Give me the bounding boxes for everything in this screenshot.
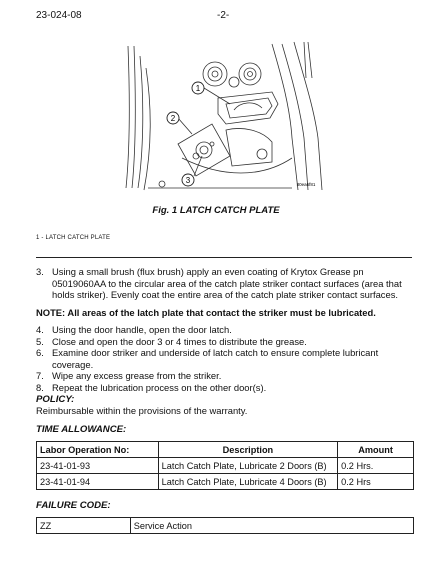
step-text: Using a small brush (flux brush) apply an even coating of Krytox Grease pn 05019060AA to the circular area of the catch plate striker contact surfaces (area that holds striker). Evenly coat the entire area of the catch plate striker contact surfaces. bbox=[52, 266, 402, 301]
list-item bbox=[36, 266, 416, 301]
figure-legend: 1 - LATCH CATCH PLATE bbox=[36, 235, 111, 241]
list-item bbox=[36, 382, 416, 394]
latch-catch-plate-figure bbox=[122, 38, 328, 196]
failure-description-cell: Service Action bbox=[130, 518, 413, 534]
labor-operation-cell: 23-41-01-94 bbox=[37, 474, 159, 490]
step-number: 4. bbox=[36, 324, 44, 335]
divider bbox=[36, 257, 412, 258]
step-text: Close and open the door 3 or 4 times to distribute the grease. bbox=[52, 335, 307, 347]
step-text: Wipe any excess grease from the striker. bbox=[52, 370, 222, 382]
list-item bbox=[36, 347, 416, 370]
steps-list-a bbox=[36, 266, 416, 301]
callout-1-label: 1 bbox=[195, 84, 201, 93]
table-row bbox=[37, 518, 414, 534]
page-number: -2- bbox=[217, 10, 230, 21]
amount-cell: 0.2 Hrs bbox=[338, 474, 414, 490]
step-text: Using the door handle, open the door latch. bbox=[52, 324, 232, 335]
time-allowance-heading: TIME ALLOWANCE: bbox=[36, 424, 127, 435]
step-number: 6. bbox=[36, 347, 44, 359]
latch-drawing bbox=[122, 38, 328, 196]
amount-cell: 0.2 Hrs. bbox=[338, 458, 414, 474]
description-cell: Latch Catch Plate, Lubricate 2 Doors (B) bbox=[158, 458, 337, 474]
callout-2-label: 2 bbox=[170, 114, 176, 123]
column-header: Amount bbox=[338, 442, 414, 458]
figure-image-code: 80ea6f81 bbox=[296, 182, 316, 187]
step-number: 8. bbox=[36, 381, 44, 393]
step-number: 7. bbox=[36, 370, 44, 382]
step-text: Examine door striker and underside of latch catch to ensure complete lubricant coverage. bbox=[52, 347, 379, 370]
policy-heading: POLICY: bbox=[36, 394, 75, 405]
list-item bbox=[36, 324, 416, 336]
table-row bbox=[37, 458, 414, 474]
failure-code-cell: ZZ bbox=[37, 518, 131, 534]
failure-code-heading: FAILURE CODE: bbox=[36, 500, 111, 511]
labor-operation-cell: 23-41-01-93 bbox=[37, 458, 159, 474]
table-row bbox=[37, 474, 414, 490]
column-header: Labor Operation No: bbox=[37, 442, 159, 458]
list-item bbox=[36, 370, 416, 382]
figure-caption: Fig. 1 LATCH CATCH PLATE bbox=[152, 205, 280, 216]
steps-list-b bbox=[36, 324, 416, 394]
step-number: 5. bbox=[36, 335, 44, 347]
step-number: 3. bbox=[36, 266, 44, 277]
lubrication-note: NOTE: All areas of the latch plate that contact the striker must be lubricated. bbox=[36, 307, 376, 318]
document-number: 23-024-08 bbox=[36, 10, 82, 21]
step-text: Repeat the lubrication process on the other door(s). bbox=[52, 381, 267, 393]
column-header: Description bbox=[158, 442, 337, 458]
list-item bbox=[36, 336, 416, 348]
callout-3-label: 3 bbox=[185, 176, 191, 185]
time-allowance-table bbox=[36, 441, 414, 490]
table-header-row bbox=[37, 442, 414, 458]
description-cell: Latch Catch Plate, Lubricate 4 Doors (B) bbox=[158, 474, 337, 490]
failure-code-table bbox=[36, 517, 414, 534]
policy-text: Reimbursable within the provisions of the warranty. bbox=[36, 405, 248, 416]
